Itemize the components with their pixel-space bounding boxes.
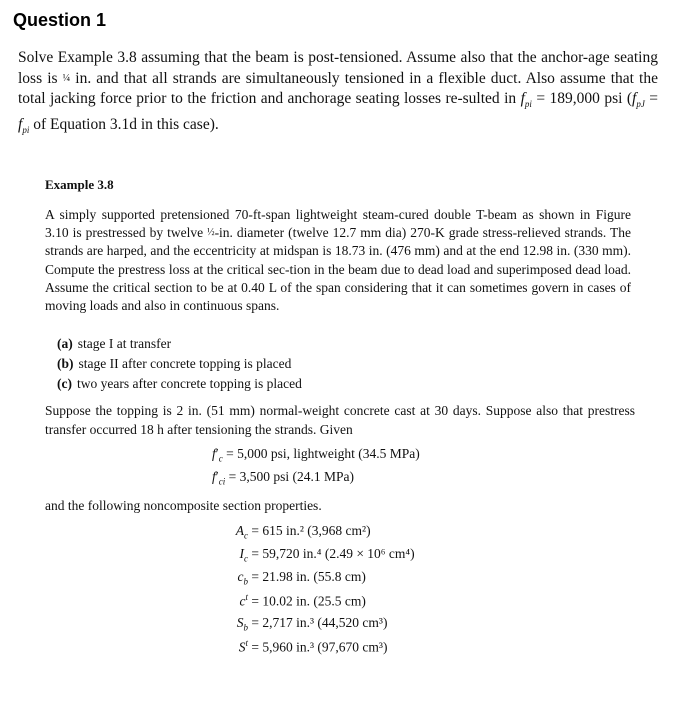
section-modulus-Sb: $S_b = 2,717$ in.³ (44,520 cm³): [236, 615, 388, 633]
example-problem-text: A simply supported pretensioned 70-ft-span lightweight steam-cured double T-beam as shown in Figure 3.10 is prestressed by twelve ½-in. diameter (twelve 12.7 mm dia) 270-K grade stress-relieved strands. The strands are harped, and the eccentricity at midspan is 18.73 in. (476 mm) and at the end 12.98 in. (330 mm). Compute the prestress loss at the critical sec-tion in the beam due to dead load and superimposed dead load. Assume the critical section to be at 0.40 L of the span considering that it can sometimes govern in cases of moving loads and also in continuous spans.: [45, 207, 631, 314]
fc-given: $f'_c = 5,000$ psi, lightweight (34.5 MPa): [212, 446, 420, 464]
inertia-Ic: $I_c = 59,720$ in.⁴ (2.49 × 10⁶ cm⁴): [239, 546, 415, 564]
stage-b: (b) stage II after concrete topping is placed: [57, 356, 292, 371]
topping-paragraph: Suppose the topping is 2 in. (51 mm) normal-weight concrete cast at 30 days. Suppose also that prestress transfer occurred 18 h after tensioning the strands. Given: [45, 403, 635, 437]
section-modulus-St: $S^t = 5,960$ in.³ (97,670 cm³): [238, 638, 388, 655]
example-title: Example 3.8: [45, 177, 114, 192]
properties-intro: and the following noncomposite section properties.: [45, 498, 322, 513]
area-Ac: $A_c = 615$ in.² (3,968 cm²): [235, 523, 371, 541]
ct-distance: $c^t = 10.02$ in. (25.5 cm): [239, 592, 366, 609]
seating-fraction: ¼: [62, 72, 71, 84]
stage-a: (a) stage I at transfer: [57, 336, 172, 351]
question-text: Solve Example 3.8 assuming that the beam is post-tensioned. Assume also that the anchor-age seating loss is ¼ in. and that all strands are simultaneously tensioned in a flexible duct. Also assume that the total jacking force prior to the friction and anchorage seating losses re-sulted in $f_{pi} = 189,000$ psi ($f_{pJ} = f_{pi}$ of Equation 3.1d in this case).: [18, 49, 658, 135]
stage-c: (c) two years after concrete topping is placed: [57, 376, 302, 391]
strand-fraction: ½: [207, 227, 215, 239]
question-heading: Question 1: [13, 10, 107, 30]
cb-distance: $c_b = 21.98$ in. (55.8 cm): [237, 569, 366, 587]
fci-given: $f'_{ci} = 3,500$ psi (24.1 MPa): [212, 469, 354, 487]
